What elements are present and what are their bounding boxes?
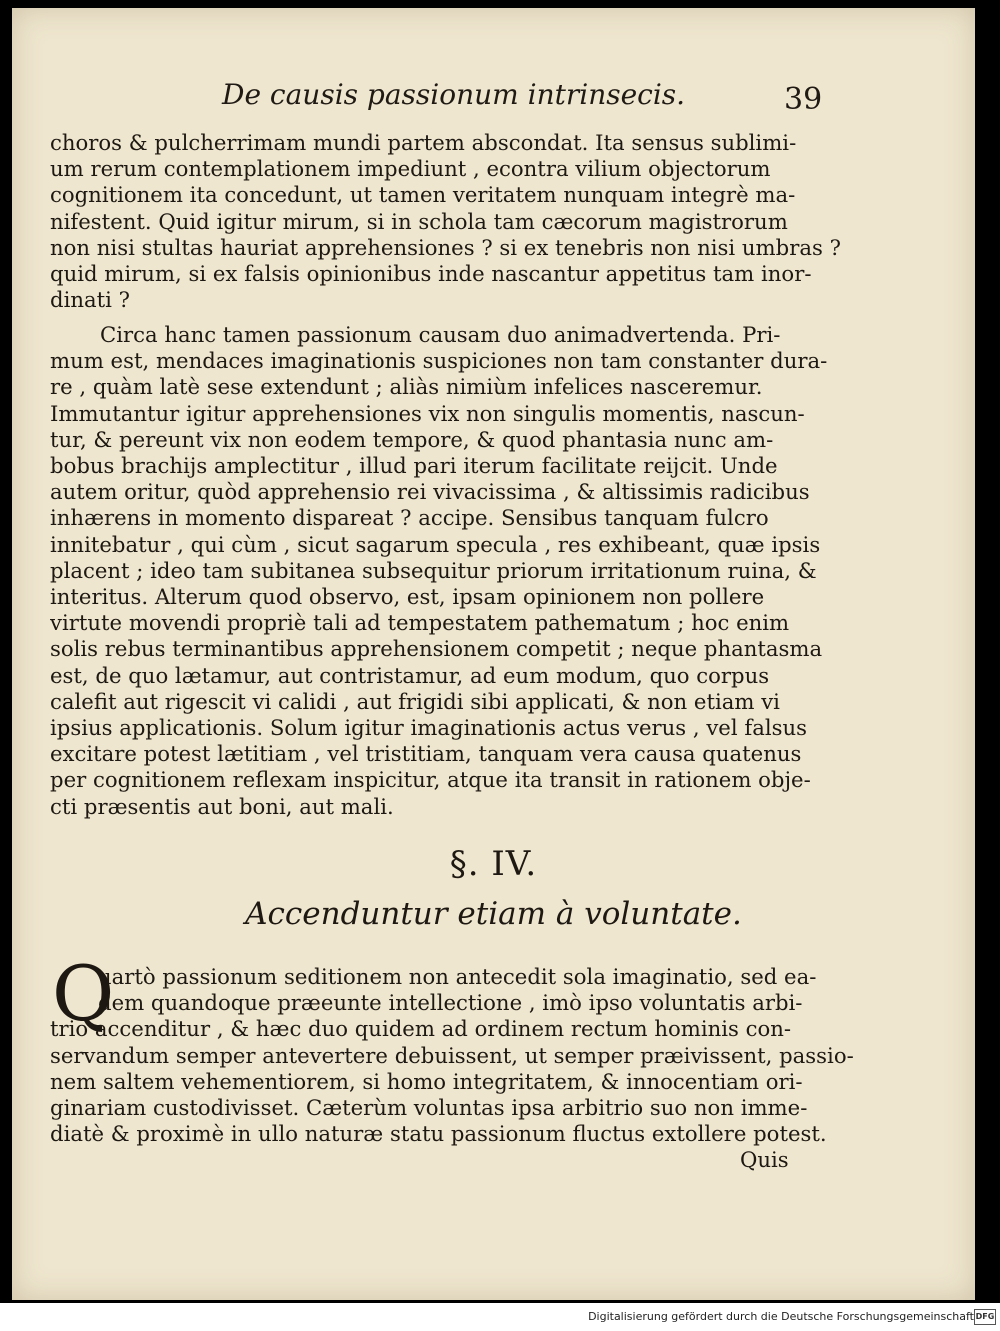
page-number: 39 bbox=[784, 82, 823, 117]
text-line: quid mirum, si ex falsis opinionibus inde nascantur appetitus tam inor- bbox=[50, 261, 812, 287]
text-line: per cognitionem reflexam inspicitur, atque ita transit in rationem obje- bbox=[50, 767, 811, 793]
paragraph-3 bbox=[50, 964, 854, 1174]
text-line: re , quàm latè sese extendunt ; aliàs nimiùm infelices nasceremur. bbox=[50, 374, 763, 400]
text-line: trio accenditur , & hæc duo quidem ad ordinem rectum hominis con- bbox=[50, 1016, 792, 1042]
text-line: virtute movendi propriè tali ad tempestatem pathematum ; hoc enim bbox=[50, 610, 790, 636]
text-line: ipsius applicationis. Solum igitur imaginationis actus verus , vel falsus bbox=[50, 715, 807, 741]
text-line: solis rebus terminantibus apprehensionem competit ; neque phantasma bbox=[50, 636, 823, 662]
text-line: choros & pulcherrimam mundi partem abscondat. Ita sensus sublimi- bbox=[50, 130, 797, 155]
text-line: excitare potest lætitiam , vel tristitiam, tanquam vera causa quatenus bbox=[50, 741, 802, 767]
text-line: cti præsentis aut boni, aut mali. bbox=[50, 793, 394, 819]
text-line: nifestent. Quid igitur mirum, si in schola tam cæcorum magistrorum bbox=[50, 208, 788, 234]
section-heading: §. IV. bbox=[449, 844, 538, 884]
running-head bbox=[12, 78, 975, 118]
text-line: autem oritur, quòd apprehensio rei vivacissima , & altissimis radicibus bbox=[50, 479, 810, 505]
catchword: Quis bbox=[740, 1147, 789, 1173]
digitization-credit: Digitalisierung gefördert durch die Deutsche Forschungsgemeinschaft bbox=[588, 1310, 974, 1323]
paragraph-2 bbox=[50, 322, 827, 820]
text-line: uartò passionum seditionem non antecedit sola imaginatio, sed ea- bbox=[98, 964, 817, 989]
paragraph-1 bbox=[50, 130, 841, 313]
section-subtitle: Accenduntur etiam à voluntate. bbox=[245, 896, 742, 932]
text-line: non nisi stultas hauriat apprehensiones ? si ex tenebris non nisi umbras ? bbox=[50, 234, 841, 260]
text-line: dinati ? bbox=[50, 287, 131, 313]
text-line: nem saltem vehementiorem, si homo integritatem, & innocentiam ori- bbox=[50, 1068, 803, 1094]
text-line: ginariam custodivisset. Cæterùm voluntas ipsa arbitrio suo non imme- bbox=[50, 1095, 808, 1121]
text-line: inhærens in momento dispareat ? accipe. Sensibus tanquam fulcro bbox=[50, 505, 769, 531]
text-line: tur, & pereunt vix non eodem tempore, & quod phantasia nunc am- bbox=[50, 426, 774, 452]
text-line: interitus. Alterum quod observo, est, ipsam opinionem non pollere bbox=[50, 584, 765, 610]
text-line: mum est, mendaces imaginationis suspiciones non tam constanter dura- bbox=[50, 348, 828, 374]
running-title: De causis passionum intrinsecis. bbox=[222, 78, 686, 111]
text-line: servandum semper antevertere debuissent, ut semper præivissent, passio- bbox=[50, 1042, 854, 1068]
book-page bbox=[12, 8, 975, 1300]
text-line: um rerum contemplationem impediunt , econtra vilium objectorum bbox=[50, 156, 771, 182]
text-line: Immutantur igitur apprehensiones vix non singulis momentis, nascun- bbox=[50, 400, 805, 426]
text-line: dem quandoque præeunte intellectione , imò ipso voluntatis arbi- bbox=[98, 990, 803, 1016]
text-line: Circa hanc tamen passionum causam duo animadvertenda. Pri- bbox=[100, 322, 781, 347]
text-line: est, de quo lætamur, aut contristamur, ad eum modum, quo corpus bbox=[50, 662, 770, 688]
text-line: diatè & proximè in ullo naturæ statu passionum fluctus extollere potest. bbox=[50, 1121, 827, 1147]
footer-bar bbox=[0, 1303, 1000, 1331]
text-line: bobus brachijs amplectitur , illud pari iterum facilitate reijcit. Unde bbox=[50, 453, 778, 479]
drop-initial: Q bbox=[52, 949, 115, 1038]
dfg-logo-icon: DFG bbox=[974, 1309, 996, 1325]
text-line: calefit aut rigescit vi calidi , aut frigidi sibi applicati, & non etiam vi bbox=[50, 688, 780, 714]
text-line: placent ; ideo tam subitanea subsequitur priorum irritationum ruina, & bbox=[50, 557, 817, 583]
text-line: cognitionem ita concedunt, ut tamen veritatem nunquam integrè ma- bbox=[50, 182, 796, 208]
text-line: innitebatur , qui cùm , sicut sagarum specula , res exhibeant, quæ ipsis bbox=[50, 531, 821, 557]
